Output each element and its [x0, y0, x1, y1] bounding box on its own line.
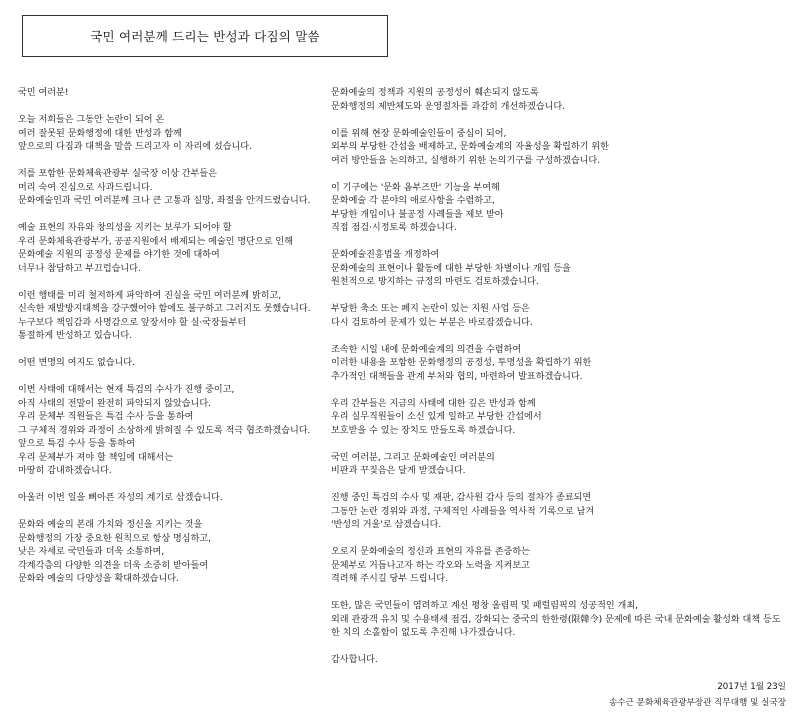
text-line: 문화행정의 제반체도와 운영절차를 과감히 개선하겠습니다.	[331, 101, 566, 112]
text-line: 조속한 시일 내에 문화예술계의 의견을 수렴하여	[331, 344, 522, 355]
text-line: 아울러 이번 일을 뼈아픈 자성의 계기로 삼겠습니다.	[18, 493, 223, 503]
text-line: 여러 방안들을 논의하고, 실행하기 위한 논의기구를 구성하겠습니다.	[331, 155, 601, 166]
paragraph	[18, 168, 328, 209]
paragraph	[18, 384, 328, 479]
paragraph	[18, 222, 328, 276]
text-line: 그동안 논란 경위와 과정, 구체적인 사례들을 역사적 기록으로 남겨	[331, 506, 595, 517]
paragraph	[331, 600, 793, 641]
text-line: 이를 위해 현장 문화예술인들이 중심이 되어,	[331, 128, 507, 139]
text-line: 문화예술의 표현이나 활동에 대한 부당한 차별이나 개입 등을	[331, 263, 571, 274]
text-line: 이런 행태를 미리 철저하게 파악하여 진실을 국민 여러분께 밝히고,	[18, 290, 282, 301]
statement-title-box	[22, 15, 388, 57]
left-text-column	[18, 87, 328, 600]
text-line: 마땅히 감내하겠습니다.	[18, 466, 112, 476]
text-line: 보호받을 수 있는 장치도 만들도록 하겠습니다.	[331, 425, 516, 436]
text-line: 문화와 예술의 다양성을 확대하겠습니다.	[18, 574, 179, 584]
text-line: 우리 문체부 직원들은 특검 수사 등을 통하여	[18, 412, 194, 422]
paragraph	[331, 249, 793, 290]
statement-signatory: 송수근 문화체육관광부장관 직무대행 및 실국장	[609, 698, 786, 708]
text-line: 앞으로의 다짐과 대책을 말씀 드리고자 이 자리에 섰습니다.	[18, 142, 252, 152]
text-line: 각계각층의 다양한 의견을 더욱 소중히 받아들여	[18, 560, 209, 571]
text-line: 원천적으로 방지하는 규정의 마련도 검토하겠습니다.	[331, 277, 539, 287]
text-line: 문체부로 거듭나고자 하는 각오와 노력을 지켜보고	[331, 560, 530, 571]
text-line: 너무나 참담하고 부끄럽습니다.	[18, 263, 141, 274]
text-line: 우리 문화체육관광부가, 공공지원에서 배제되는 예술인 명단으로 인해	[18, 236, 293, 247]
text-line: 문화와 예술의 본래 가치와 정신을 지키는 것을	[18, 520, 203, 530]
text-line: 감사합니다.	[331, 655, 378, 665]
text-line: 문화예술의 정책과 지원의 공정성이 훼손되지 않도록	[331, 88, 539, 98]
text-line: 낮은 자세로 국민들과 더욱 소통하며,	[18, 547, 165, 557]
text-line: 우리 실무직원들이 소신 있게 일하고 부당한 간섭에서	[331, 412, 542, 422]
text-line: 어떤 변명의 여지도 없습니다.	[18, 358, 135, 368]
text-line: 국민 여러분!	[18, 88, 69, 98]
paragraph	[331, 398, 793, 439]
text-line: 오로지 문화예술의 정신과 표현의 자유를 존중하는	[331, 547, 530, 557]
text-line: 저를 포함한 문화체육관광부 실국장 이상 간부들은	[18, 169, 217, 179]
text-line: 격려해 주시길 당부 드립니다.	[331, 574, 448, 584]
paragraph	[331, 182, 793, 236]
text-line: 문화행정의 가장 중요한 원칙으로 항상 명심하고,	[18, 533, 212, 544]
text-line: 직접 점검·시정토록 하겠습니다.	[331, 223, 457, 233]
text-line: 누구보다 책임감과 사명감으로 앞장서야 할 실·국장들부터	[18, 317, 247, 328]
text-line: 오늘 저희들은 그동안 논란이 되어 온	[18, 115, 165, 125]
text-line: 그 구체적 경위와 과정이 소상하게 밝혀질 수 있도록 적극 협조하겠습니다.	[18, 425, 311, 436]
text-line: 이번 사태에 대해서는 현재 특검의 수사가 진행 중이고,	[18, 385, 235, 395]
paragraph	[18, 87, 328, 101]
text-line: 문화예술진흥법을 개정하여	[331, 250, 440, 260]
paragraph	[18, 290, 328, 344]
text-line: 우리 문체부가 져야 할 책임에 대해서는	[18, 452, 174, 463]
paragraph	[331, 303, 793, 330]
text-line: 아직 사태의 전말이 완전히 파악되지 않았습니다.	[18, 398, 212, 409]
text-line: 문화예술인과 국민 여러분께 크나 큰 고통과 실망, 좌절을 안겨드렸습니다.	[18, 196, 311, 206]
text-line: 한 치의 소홀함이 없도록 추진해 나가겠습니다.	[331, 628, 516, 638]
text-line: 여러 잘못된 문화행정에 대한 반성과 함께	[18, 128, 182, 139]
text-line: 부당한 축소 또는 폐지 논란이 있는 지원 사업 등은	[331, 304, 530, 314]
paragraph	[331, 128, 793, 169]
statement-title: 국민 여러분께 드리는 반성과 다짐의 말씀	[90, 29, 320, 44]
text-line: 부당한 개입이나 불공정 사례들을 제보 받아	[331, 209, 504, 220]
text-line: 문화예술 각 분야의 애로사항을 수렴하고,	[331, 196, 495, 206]
paragraph	[18, 114, 328, 155]
text-line: 우리 간부들은 지금의 사태에 대한 깊은 반성과 함께	[331, 398, 536, 409]
text-line: 국민 여러분, 그리고 문화예술인 여러분의	[331, 452, 495, 463]
text-line: 진행 중인 특검의 수사 및 재판, 감사원 감사 등의 절차가 종료되면	[331, 493, 592, 503]
paragraph	[331, 492, 793, 533]
paragraph	[18, 519, 328, 587]
text-line: 통절하게 반성하고 있습니다.	[18, 331, 133, 341]
text-line: 외부의 부당한 간섭을 배제하고, 문화예술계의 자율성을 확립하기 위한	[331, 142, 609, 152]
paragraph	[331, 654, 793, 668]
text-line: 신속한 재발방지대책을 강구했어야 함에도 불구하고 그러지도 못했습니다.	[18, 304, 311, 314]
text-line: 앞으로 특검 수사 등을 통하여	[18, 439, 135, 449]
text-line: 예술 표현의 자유와 창의성을 지키는 보루가 되어야 할	[18, 223, 232, 233]
text-line: '반성의 거울'로 삼겠습니다.	[331, 520, 442, 530]
paragraph	[18, 357, 328, 371]
text-line: 비판과 꾸짖음은 달게 받겠습니다.	[331, 466, 466, 476]
paragraph	[331, 452, 793, 479]
text-line: 또한, 많은 국민들이 염려하고 계신 평창 올림픽 및 패럴림픽의 성공적인 개최,	[331, 601, 639, 611]
text-line: 이러한 내용을 포함한 문화행정의 공정성, 투명성을 확립하기 위한	[331, 358, 592, 368]
paragraph	[331, 87, 793, 114]
text-line: 다시 검토하여 문제가 있는 부분은 바로잡겠습니다.	[331, 317, 533, 328]
statement-date: 2017년 1월 23일	[717, 682, 786, 692]
paragraph	[18, 492, 328, 506]
paragraph	[331, 546, 793, 587]
text-line: 외래 관광객 유치 및 수용태세 점검, 강화되는 중국의 한한령(限韓令) 문제에 따른 국내 문화예술 활성화 대책 등도	[331, 614, 781, 625]
paragraph	[331, 344, 793, 385]
text-line: 문화예술 지원의 공정성 문제를 야기한 것에 대하여	[18, 250, 220, 260]
text-line: 추가적인 대책들을 관계 부처와 협의, 마련하여 발표하겠습니다.	[331, 371, 583, 382]
right-text-column	[331, 87, 793, 681]
text-line: 머리 숙여 진심으로 사과드립니다.	[18, 182, 153, 193]
text-line: 이 기구에는 '문화 옴부즈만' 기능을 부여해	[331, 182, 500, 193]
